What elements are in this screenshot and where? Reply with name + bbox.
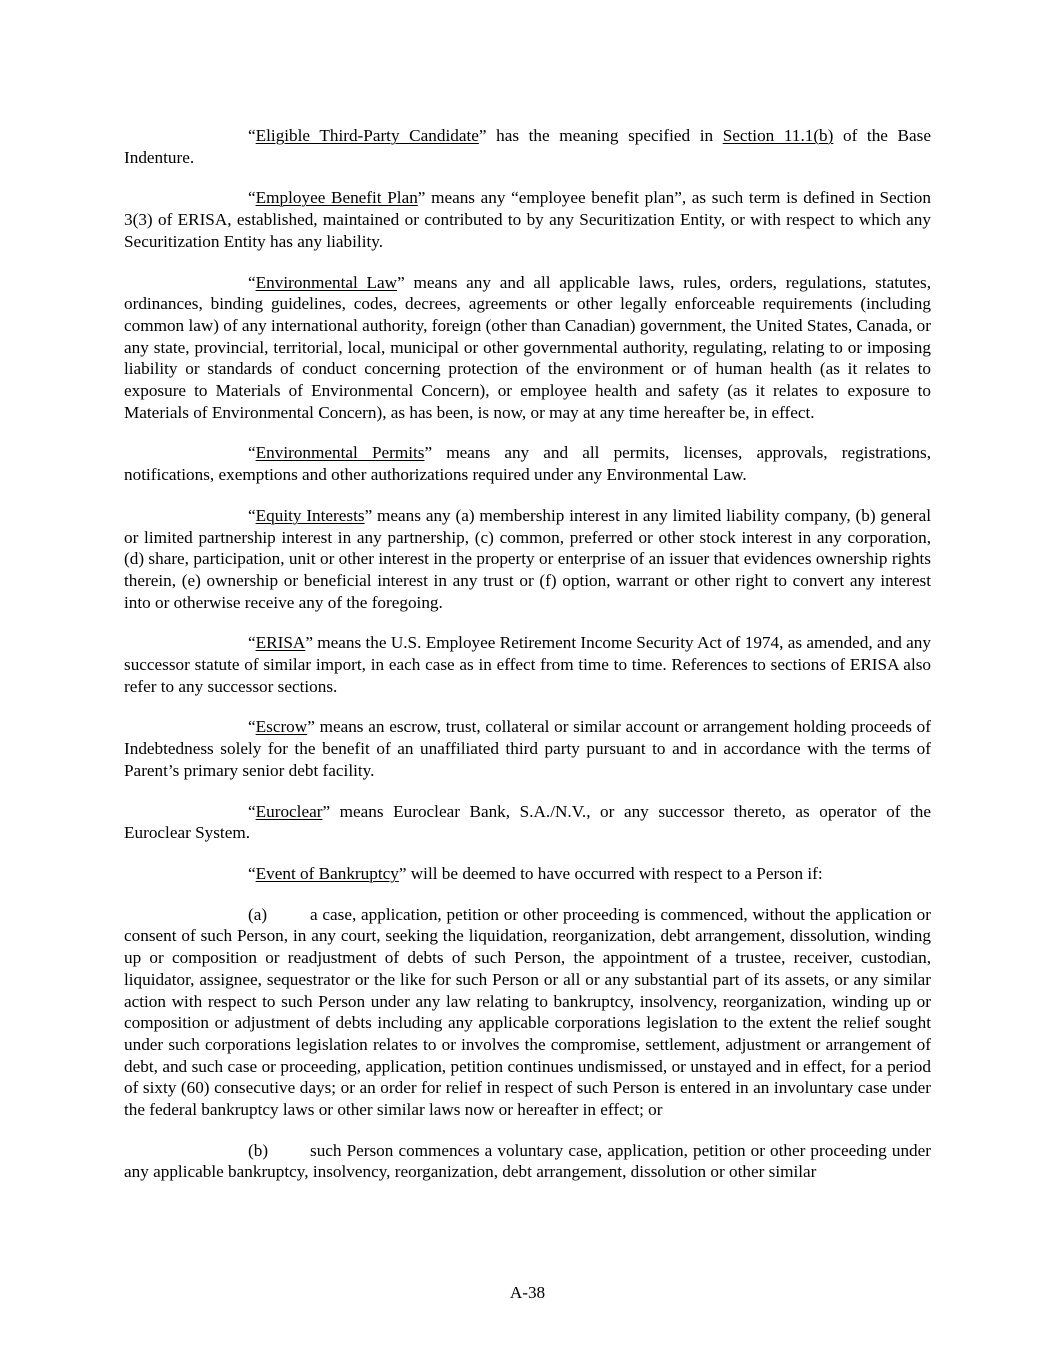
defined-term: Equity Interests (255, 505, 365, 525)
definition-employee-benefit-plan: “Employee Benefit Plan” means any “employee benefit plan”, as such term is defined in Section 3(3) of ERISA, established, maintained or contributed to by any Securitization Entity, or with respect to which any Securitization Entity has any liability. (124, 188, 931, 251)
definition-equity-interests: “Equity Interests” means any (a) membership interest in any limited liability company, (b) general or limited partnership interest in any partnership, (c) common, preferred or other stock interest in any corporation, (d) share, participation, unit or other interest in the property or enterprise of an issuer that evidences ownership rights therein, (e) ownership or beneficial interest in any trust or (f) option, warrant or other right to convert any interest into or otherwise receive any of the foregoing. (124, 505, 931, 612)
defined-term: Euroclear (255, 801, 323, 821)
definition-eligible-third-party-candidate: “Eligible Third-Party Candidate” has the meaning specified in Section 11.1(b) of the Base Indenture. (124, 126, 931, 167)
defined-term: Escrow (255, 717, 308, 737)
clause-label: (a) (248, 904, 268, 924)
document-page (124, 125, 931, 1202)
defined-term: Environmental Permits (255, 443, 425, 463)
clause-label: (b) (248, 1140, 269, 1160)
defined-term: Employee Benefit Plan (255, 188, 418, 208)
definition-event-of-bankruptcy: “Event of Bankruptcy” will be deemed to have occurred with respect to a Person if: (248, 863, 823, 883)
definition-euroclear: “Euroclear” means Euroclear Bank, S.A./N.V., or any successor thereto, as operator of the Euroclear System. (124, 801, 931, 843)
clause-a (124, 904, 931, 1121)
clause-b (124, 1140, 931, 1183)
definition-erisa: “ERISA” means the U.S. Employee Retirement Income Security Act of 1974, as amended, and any successor statute of similar import, in each case as in effect from time to time. References to sections of ERISA also refer to any successor sections. (124, 633, 931, 696)
defined-term: ERISA (255, 633, 306, 653)
page-number: A-38 (509, 1283, 546, 1302)
defined-term: Event of Bankruptcy (255, 863, 399, 883)
defined-term: Environmental Law (255, 272, 398, 292)
definition-environmental-permits: “Environmental Permits” means any and all permits, licenses, approvals, registrations, notifications, exemptions and other authorizations required under any Environmental Law. (124, 443, 931, 485)
clause-text: a case, application, petition or other proceeding is commenced, without the application or consent of such Person, in any court, seeking the liquidation, reorganization, debt arrangement, dissolution, winding up or composition or readjustment of debts of such Person, the appointment of a trustee, receiver, custodian, liquidator, assignee, sequestrator or the like for such Person or all or any substantial part of its assets, or any similar action with respect to such Person under any law relating to bankruptcy, insolvency, reorganization, winding up or composition or adjustment of debts including any applicable corporations legislation to the extent the relief sought under such corporations legislation relates to or involves the compromise, settlement, adjustment or arrangement of debt, and such case or proceeding, application, petition continues undismissed, or unstayed and in effect, for a period of sixty (60) consecutive days; or an order for relief in respect of such Person is entered in an involuntary case under the federal bankruptcy laws or other similar laws now or hereafter in effect; or (124, 904, 931, 1120)
definition-environmental-law: “Environmental Law” means any and all applicable laws, rules, orders, regulations, statutes, ordinances, binding guidelines, codes, decrees, agreements or other legally enforceable requirements (including common law) of any international authority, foreign (other than Canadian) government, the United States, Canada, or any state, provincial, territorial, local, municipal or other governmental authority, regulating, relating to or imposing liability or standards of conduct concerning protection of the environment or of human health (as it relates to exposure to Materials of Environmental Concern), or employee health and safety (as it relates to exposure to Materials of Environmental Concern), as has been, is now, or may at any time hereafter be, in effect. (124, 272, 931, 422)
section-reference: Section 11.1(b) (722, 126, 834, 145)
clause-text: such Person commences a voluntary case, application, petition or other proceeding under any applicable bankruptcy, insolvency, reorganization, debt arrangement, dissolution or other similar (124, 1140, 931, 1182)
defined-term: Eligible Third-Party Candidate (255, 126, 479, 145)
definition-escrow: “Escrow” means an escrow, trust, collateral or similar account or arrangement holding proceeds of Indebtedness solely for the benefit of an unaffiliated third party pursuant to and in accordance with the terms of Parent’s primary senior debt facility. (124, 717, 931, 780)
